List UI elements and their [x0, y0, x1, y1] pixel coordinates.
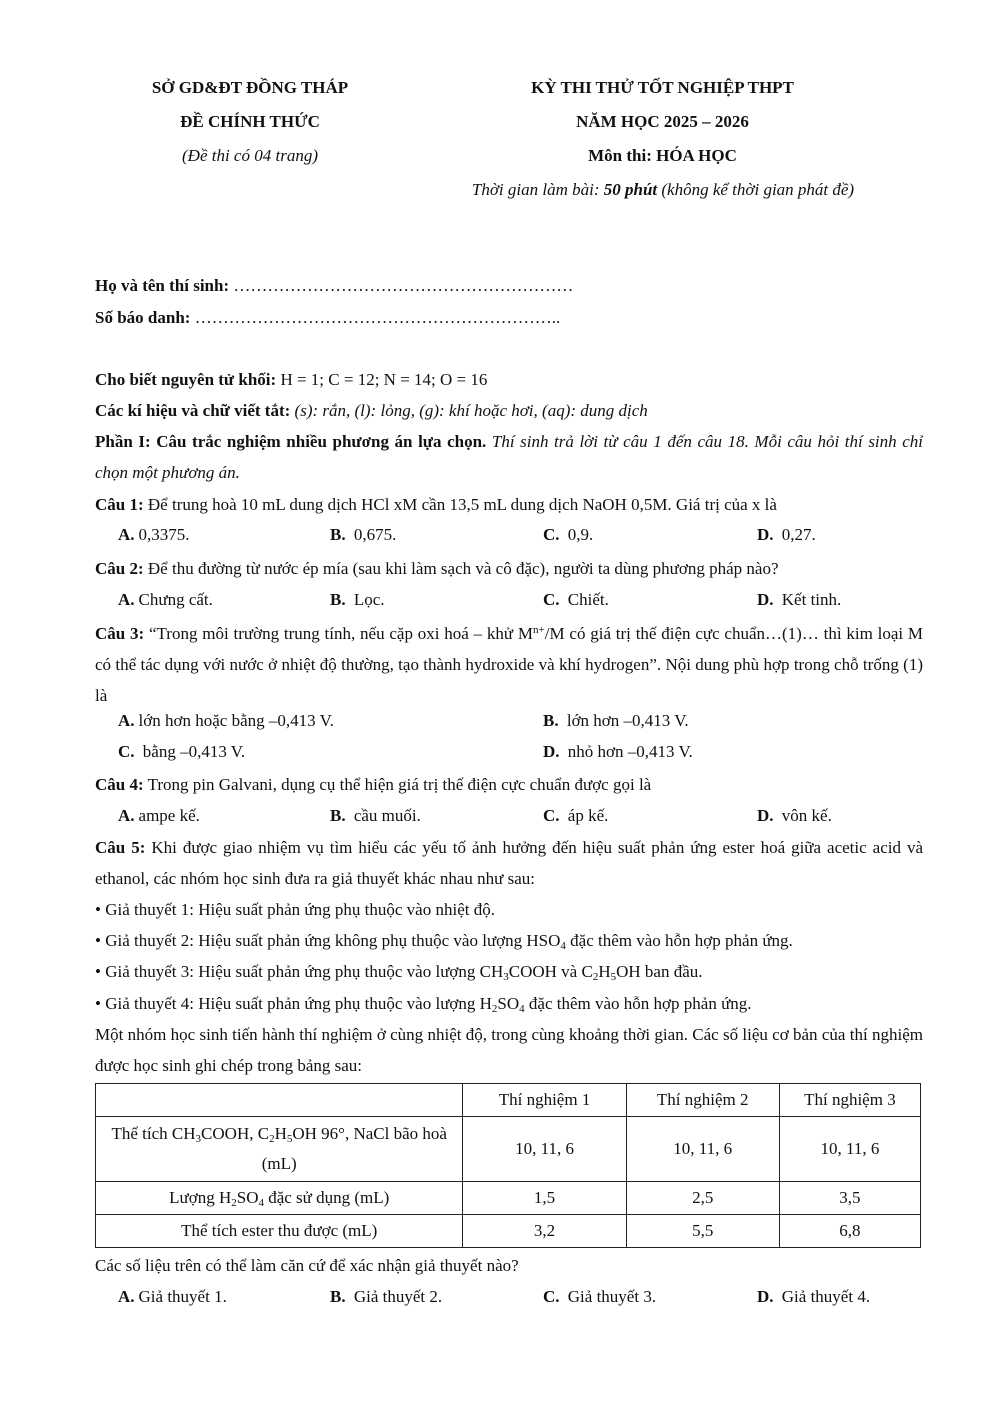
subject-line: [440, 146, 885, 166]
option-letter: B.: [543, 711, 559, 730]
question-3-text: “Trong môi trường trung tính, nếu cặp oxi hoá – khử M: [144, 624, 534, 643]
experiment-setup: Một nhóm học sinh tiến hành thí nghiệm ở cùng nhiệt độ, trong cùng khoảng thời gian. Các số liệu cơ bản của thí nghiệm được học sinh ghi chép trong bảng sau:: [95, 1025, 923, 1075]
q5-option-c[interactable]: [543, 1287, 656, 1307]
hypothesis-3-text-b: COOH và C: [508, 962, 593, 981]
part1-heading: [95, 426, 923, 488]
q2-option-a[interactable]: [118, 590, 213, 610]
row-label-part: SO: [236, 1188, 259, 1207]
table-row: [96, 1215, 921, 1248]
official-label: ĐỀ CHÍNH THỨC: [180, 112, 320, 131]
table-row-label: Thể tích $CH_3COOH$, $C_2H_5OH$ 96°, NaCl bão hoà (mL): [96, 1117, 463, 1182]
table-cell: 2,5: [626, 1182, 779, 1215]
option-text: cầu muối.: [353, 806, 421, 825]
q2-option-b[interactable]: [330, 590, 385, 610]
time-suffix: (không kể thời gian phát đề): [657, 180, 855, 199]
option-text: Chiết.: [567, 590, 609, 609]
option-letter: A.: [118, 711, 135, 730]
option-letter: C.: [543, 590, 560, 609]
table-cell: 10, 11, 6: [463, 1117, 626, 1182]
question-3: [95, 618, 923, 711]
option-text: 0,9.: [567, 525, 594, 544]
question-2: [95, 558, 925, 580]
subject-name: HÓA HỌC: [656, 146, 737, 165]
charge-superscript: n+: [533, 624, 545, 636]
question-4-label: Câu 4:: [95, 775, 144, 794]
hypothesis-4: • Giả thuyết 4: Hiệu suất phản ứng phụ thuộc vào lượng $H_2SO_4$ đặc thêm vào hỗn hợp phản ứng.: [95, 994, 752, 1015]
option-text: Chưng cất.: [138, 590, 213, 609]
q2-option-c[interactable]: [543, 590, 609, 610]
abbreviation-label: Các kí hiệu và chữ viết tắt:: [95, 401, 291, 420]
q1-option-d[interactable]: [757, 525, 816, 545]
atomic-mass-label: Cho biết nguyên tử khối:: [95, 370, 277, 389]
option-text: lớn hơn hoặc bằng –0,413 V.: [138, 711, 334, 730]
option-letter: B.: [330, 525, 346, 544]
question-4: [95, 774, 925, 796]
option-letter: C.: [543, 806, 560, 825]
row-label-part: COOH, C: [201, 1124, 270, 1143]
table-cell: 10, 11, 6: [626, 1117, 779, 1182]
candidate-name-line: [95, 275, 925, 297]
q5-option-a[interactable]: [118, 1287, 227, 1307]
table-cell: 1,5: [463, 1182, 626, 1215]
table-header-cell: Thí nghiệm 1: [463, 1084, 626, 1117]
option-letter: C.: [543, 525, 560, 544]
table-row: [96, 1182, 921, 1215]
option-letter: A.: [118, 590, 135, 609]
table-header-cell: Thí nghiệm 3: [779, 1084, 920, 1117]
option-text: ampe kế.: [138, 806, 200, 825]
hypothesis-2-text-cont: đặc thêm vào hỗn hợp phản ứng.: [565, 931, 793, 950]
option-text: Giả thuyết 1.: [138, 1287, 227, 1306]
table-row: [96, 1117, 921, 1182]
option-letter: D.: [757, 525, 774, 544]
q4-option-a[interactable]: [118, 806, 200, 826]
table-corner-cell: [96, 1084, 463, 1117]
option-text: vôn kế.: [781, 806, 832, 825]
question-1-label: Câu 1:: [95, 495, 144, 514]
table-header-cell: Thí nghiệm 2: [626, 1084, 779, 1117]
part1-title: Phần I: Câu trắc nghiệm nhiều phương án lựa chọn.: [95, 432, 487, 451]
hypothesis-3: • Giả thuyết 3: Hiệu suất phản ứng phụ thuộc vào lượng $CH_3COOH$ và $C_2H_5OH$ ban đầu.: [95, 962, 703, 983]
question-1: [95, 494, 925, 516]
row-label-part: Thể tích CH: [111, 1124, 196, 1143]
option-text: lớn hơn –0,413 V.: [566, 711, 689, 730]
department-name: SỞ GD&ĐT ĐỒNG THÁP: [151, 78, 349, 97]
candidate-id-label: Số báo danh:: [95, 308, 191, 327]
atomic-mass-line: [95, 369, 925, 391]
experiment-table: [95, 1083, 921, 1248]
hypothesis-3-text: • Giả thuyết 3: Hiệu suất phản ứng phụ thuộc vào lượng CH: [95, 962, 504, 981]
q5-option-b[interactable]: [330, 1287, 442, 1307]
option-text: 0,27.: [781, 525, 816, 544]
option-letter: A.: [118, 525, 135, 544]
hypothesis-4-text: • Giả thuyết 4: Hiệu suất phản ứng phụ thuộc vào lượng H: [95, 994, 492, 1013]
question-2-label: Câu 2:: [95, 559, 144, 578]
hypothesis-1: • Giả thuyết 1: Hiệu suất phản ứng phụ thuộc vào nhiệt độ.: [95, 900, 495, 919]
q5-option-d[interactable]: [757, 1287, 870, 1307]
time-prefix: Thời gian làm bài:: [471, 180, 604, 199]
question-5-label: Câu 5:: [95, 838, 146, 857]
option-letter: A.: [118, 1287, 135, 1306]
option-text: Giả thuyết 3.: [567, 1287, 657, 1306]
table-cell: 3,5: [779, 1182, 920, 1215]
hypothesis-3-text-c: H: [598, 962, 611, 981]
q1-option-a[interactable]: [118, 525, 190, 545]
candidate-name-field: ……………………………………………………: [229, 276, 574, 295]
abbreviation-values: (s): rắn, (l): lỏng, (g): khí hoặc hơi, (aq): dung dịch: [290, 401, 648, 420]
option-letter: B.: [330, 806, 346, 825]
q3-option-b[interactable]: [543, 711, 689, 731]
question-1-text: Để trung hoà 10 mL dung dịch HCl xM cần 13,5 mL dung dịch NaOH 0,5M. Giá trị của x là: [143, 495, 777, 514]
q4-option-b[interactable]: [330, 806, 421, 826]
question-5-prompt: Các số liệu trên có thể làm căn cứ để xác nhận giả thuyết nào?: [95, 1256, 519, 1275]
time-line: [438, 180, 888, 200]
option-letter: A.: [118, 806, 135, 825]
question-5-text: Khi được giao nhiệm vụ tìm hiểu các yếu tố ảnh hưởng đến hiệu suất phản ứng ester hoá giữa acetic acid và ethanol, các nhóm học sinh đưa ra giả thuyết khác nhau như sau:: [95, 838, 923, 888]
option-text: áp kế.: [567, 806, 609, 825]
option-letter: C.: [543, 1287, 560, 1306]
question-3-text-cont: /M có giá trị thế điện cực chuẩn…(1)… thì kim loại M có thể tác dụng với nước ở nhiệt độ thường, tạo thành hydroxide và khí hydrogen”. Nội dung phù hợp trong chỗ trống (1) là: [95, 624, 923, 705]
subject-label: Môn thi:: [588, 146, 657, 165]
option-text: Giả thuyết 4.: [781, 1287, 871, 1306]
option-letter: C.: [118, 742, 135, 761]
question-3-label: Câu 3:: [95, 624, 145, 643]
option-text: nhỏ hơn –0,413 V.: [567, 742, 693, 761]
table-cell: 3,2: [463, 1215, 626, 1248]
hypothesis-2-text: • Giả thuyết 2: Hiệu suất phản ứng không phụ thuộc vào lượng H: [95, 931, 539, 950]
candidate-id-field: ………………………………………………………..: [190, 308, 561, 327]
table-cell: 10, 11, 6: [779, 1117, 920, 1182]
table-row-label: Lượng $H_2SO_4$ đặc sử dụng (mL): [96, 1182, 463, 1215]
q1-option-b[interactable]: [330, 525, 396, 545]
q1-option-c[interactable]: [543, 525, 593, 545]
abbreviation-line: [95, 400, 925, 422]
option-text: Lọc.: [353, 590, 385, 609]
question-4-text: Trong pin Galvani, dụng cụ thể hiện giá trị thế điện cực chuẩn được gọi là: [143, 775, 652, 794]
q4-option-c[interactable]: [543, 806, 608, 826]
option-letter: D.: [757, 806, 774, 825]
question-2-text: Để thu đường từ nước ép mía (sau khi làm sạch và cô đặc), người ta dùng phương pháp nào?: [143, 559, 779, 578]
option-letter: D.: [757, 1287, 774, 1306]
option-letter: D.: [543, 742, 560, 761]
option-text: Kết tinh.: [781, 590, 842, 609]
option-letter: B.: [330, 590, 346, 609]
q3-option-a[interactable]: [118, 711, 334, 731]
row-label-part: OH 96°, NaCl bão hoà (mL): [261, 1124, 447, 1173]
hypothesis-4-text-cont: đặc thêm vào hỗn hợp phản ứng.: [524, 994, 752, 1013]
time-value: 50 phút: [603, 180, 658, 199]
table-header-row: [96, 1084, 921, 1117]
option-text: bằng –0,413 V.: [142, 742, 246, 761]
part1-instructions: Thí sinh trả lời từ câu 1 đến câu 18. Mỗi câu hỏi thí sinh chỉ chọn một phương án.: [95, 432, 923, 482]
candidate-id-line: [95, 307, 925, 329]
option-letter: D.: [757, 590, 774, 609]
hypothesis-2: • Giả thuyết 2: Hiệu suất phản ứng không phụ thuộc vào lượng $HSO_4$ đặc thêm vào hỗn hợp phản ứng.: [95, 931, 793, 952]
atomic-mass-values: H = 1; C = 12; N = 14; O = 16: [276, 370, 488, 389]
option-text: Giả thuyết 2.: [353, 1287, 443, 1306]
q3-option-d[interactable]: [543, 742, 693, 762]
q3-option-c[interactable]: [118, 742, 245, 762]
row-label-part: H: [274, 1124, 287, 1143]
q4-option-d[interactable]: [757, 806, 832, 826]
hypothesis-3-text-d: OH ban đầu.: [616, 962, 703, 981]
row-label-part: Lượng H: [169, 1188, 232, 1207]
option-text: 0,675.: [353, 525, 397, 544]
exam-title: KỲ THI THỬ TỐT NGHIỆP THPT: [531, 78, 794, 97]
option-text: 0,3375.: [138, 525, 190, 544]
pages-note: (Đề thi có 04 trang): [182, 146, 318, 165]
table-cell: 5,5: [626, 1215, 779, 1248]
school-year: NĂM HỌC 2025 – 2026: [576, 112, 749, 131]
table-row-label: Thể tích ester thu được (mL): [96, 1215, 463, 1248]
question-5: [95, 832, 923, 894]
candidate-name-label: Họ và tên thí sinh:: [95, 276, 230, 295]
row-label-part: đặc sử dụng (mL): [263, 1188, 390, 1207]
table-cell: 6,8: [779, 1215, 920, 1248]
option-letter: B.: [330, 1287, 346, 1306]
q2-option-d[interactable]: [757, 590, 841, 610]
